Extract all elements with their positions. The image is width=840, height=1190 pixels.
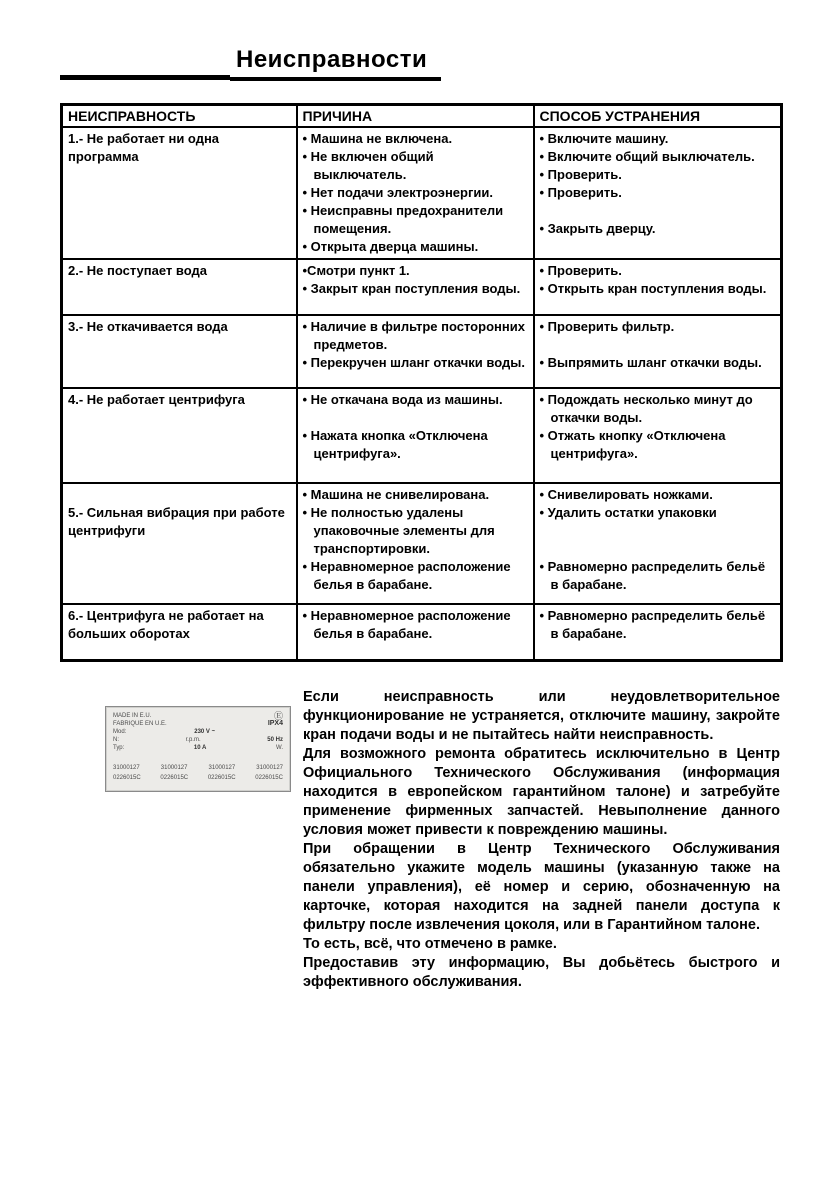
fault-line: 5.- Сильная вибрация при работе центрифуги (68, 505, 285, 538)
troubleshooting-table (60, 103, 783, 662)
plate-ip-rating: IPX4 (267, 719, 283, 727)
remedy-line: • Выпрямить шланг откачки воды. (539, 355, 762, 370)
fault-cell (62, 259, 297, 315)
remedy-line: • Равномерно распределить бельё в барабане. (539, 608, 766, 641)
cause-line: • Не откачана вода из машины. (302, 392, 503, 407)
remedy-cell (534, 315, 782, 388)
cause-cell (297, 483, 534, 604)
cause-line: • Не включен общий выключатель. (302, 149, 434, 182)
plate-serial-number: 31000127 (208, 764, 236, 771)
remedy-line: • Включите общий выключатель. (539, 149, 755, 164)
fault-cell (62, 315, 297, 388)
remedy-cell (534, 483, 782, 604)
cause-line: • Нет подачи электроэнергии. (302, 185, 493, 200)
col-header-fault: НЕИСПРАВНОСТЬ (62, 105, 297, 128)
remedy-line: • Открыть кран поступления воды. (539, 281, 767, 296)
cause-cell (297, 127, 534, 259)
remedy-cell (534, 259, 782, 315)
plate-n-label: N: (113, 736, 119, 743)
fault-cell (62, 604, 297, 660)
cause-line: •Смотри пункт 1. (302, 263, 410, 278)
remedy-cell (534, 388, 782, 483)
remedy-line (540, 522, 776, 540)
remedy-line (540, 202, 776, 220)
cause-line: • Неравномерное расположение белья в барабане. (302, 559, 511, 592)
table-row (62, 259, 782, 315)
cause-line: • Наличие в фильтре посторонних предметов. (302, 319, 525, 352)
plate-serial-number: 31000127 (256, 764, 283, 771)
plate-serial-number: 0226015C (255, 774, 283, 781)
plate-current: 10 A (193, 744, 207, 751)
plate-serial-number: 31000127 (113, 764, 140, 771)
plate-made-in2-row (113, 720, 283, 728)
cause-line: • Машина не включена. (302, 131, 453, 146)
plate-current-row (113, 744, 283, 752)
fault-cell (62, 388, 297, 483)
remedy-line: • Включите машину. (539, 131, 669, 146)
remedy-line: • Равномерно распределить бельё в барабане. (539, 559, 766, 592)
plate-voltage: 230 V ~ (194, 728, 216, 735)
plate-voltage-row (113, 728, 283, 736)
fault-cell (62, 127, 297, 259)
cause-line: • Неисправны предохранители помещения. (302, 203, 504, 236)
plate-top-row (113, 712, 283, 720)
plate-serial-number: 0226015C (160, 774, 189, 781)
remedy-line: • Проверить. (539, 185, 622, 200)
page-title: Неисправности (230, 46, 441, 81)
plate-serial-row-1 (113, 764, 283, 772)
remedy-cell (534, 127, 782, 259)
cause-cell (297, 388, 534, 483)
cause-line: • Нажата кнопка «Отключена центрифуга». (302, 428, 488, 461)
remedy-line (540, 336, 776, 354)
page-header (60, 46, 780, 81)
remedy-cell (534, 604, 782, 660)
plate-type-label: Тур: (113, 744, 125, 751)
cause-cell (297, 315, 534, 388)
info-paragraph: Для возможного ремонта обратитесь исключительно в Центр Официального Технического Обслуживания (информация находится в европейском гарантийном талоне) и затребуйте применение фирменных запчастей. Невыполнение данного условия может привести к повреждению машины. (303, 745, 780, 838)
fault-line: 2.- Не поступает вода (68, 263, 207, 278)
remedy-line: • Проверить. (539, 167, 622, 182)
cause-line: • Не полностью удалены упаковочные элементы для транспортировки. (302, 505, 495, 556)
plate-serial-number: 31000127 (160, 764, 188, 771)
plate-frequency-row (113, 736, 283, 744)
info-paragraph: То есть, всё, что отмечено в рамке. (303, 935, 557, 952)
plate-frequency: 50 Hz (267, 736, 283, 743)
plate-rpm-label: r.p.m. (185, 736, 201, 743)
info-paragraph: При обращении в Центр Технического Обслуживания обязательно укажите модель машины (указанную также на панели управления), её номер и серию, обозначенную на карточке, которая находится на задней панели доступа к фильтру после извлечения цоколя, или в Гарантийном талоне. (303, 840, 780, 933)
cause-line: • Неравномерное расположение белья в барабане. (302, 608, 511, 641)
cause-line: • Открыта дверца машины. (302, 239, 479, 254)
table-row (62, 604, 782, 660)
remedy-line (540, 540, 776, 558)
title-rule (60, 75, 230, 80)
remedy-line: • Подождать несколько минут до откачки воды. (539, 392, 753, 425)
table-row (62, 388, 782, 483)
cause-line: • Машина не снивелирована. (302, 487, 490, 502)
cause-cell (297, 259, 534, 315)
remedy-line: • Отжать кнопку «Отключена центрифуга». (539, 428, 726, 461)
rating-plate (105, 706, 291, 792)
plate-serial-number: 0226015C (113, 774, 141, 781)
col-header-cause: ПРИЧИНА (297, 105, 534, 128)
table-row (62, 315, 782, 388)
remedy-line: • Снивелировать ножками. (539, 487, 713, 502)
service-info-text (303, 688, 780, 992)
plate-mod-label: Mod: (113, 728, 127, 735)
table-row (62, 483, 782, 604)
info-paragraph: Предоставив эту информацию, Вы добьётесь быстрого и эффективного обслуживания. (303, 954, 780, 990)
cause-cell (297, 604, 534, 660)
remedy-line: • Проверить фильтр. (539, 319, 675, 334)
cause-line: • Перекручен шланг откачки воды. (302, 355, 525, 370)
fault-line: 3.- Не откачивается вода (68, 319, 228, 334)
table-row (62, 127, 782, 259)
cause-line: • Закрыт кран поступления воды. (302, 281, 521, 296)
plate-power-label: W. (276, 744, 283, 751)
col-header-remedy: СПОСОБ УСТРАНЕНИЯ (534, 105, 782, 128)
fault-line: 4.- Не работает центрифуга (68, 392, 245, 407)
fault-line: 1.- Не работает ни одна программа (68, 131, 220, 164)
cause-line (303, 409, 528, 427)
fault-line: 6.- Центрифуга не работает на больших оборотах (68, 608, 264, 641)
plate-serial-row-2 (113, 774, 283, 782)
approval-mark-icon: Ⓔ (273, 710, 283, 721)
remedy-line: • Удалить остатки упаковки (539, 505, 717, 520)
bottom-section (60, 688, 780, 992)
info-paragraph: Если неисправность или неудовлетворительное функционирование не устраняется, отключите машину, закройте кран подачи воды и не пытайтесь найти неисправность. (303, 688, 780, 743)
remedy-line: • Проверить. (539, 263, 622, 278)
plate-made-in2: FABRIQUE EN U.E. (113, 720, 167, 727)
remedy-line: • Закрыть дверцу. (539, 221, 656, 236)
fault-cell (62, 483, 297, 604)
table-header-row (62, 105, 782, 128)
plate-made-in: MADE IN E.U. (113, 712, 152, 719)
plate-serial-number: 0226015C (207, 774, 236, 781)
fault-line (68, 486, 291, 504)
